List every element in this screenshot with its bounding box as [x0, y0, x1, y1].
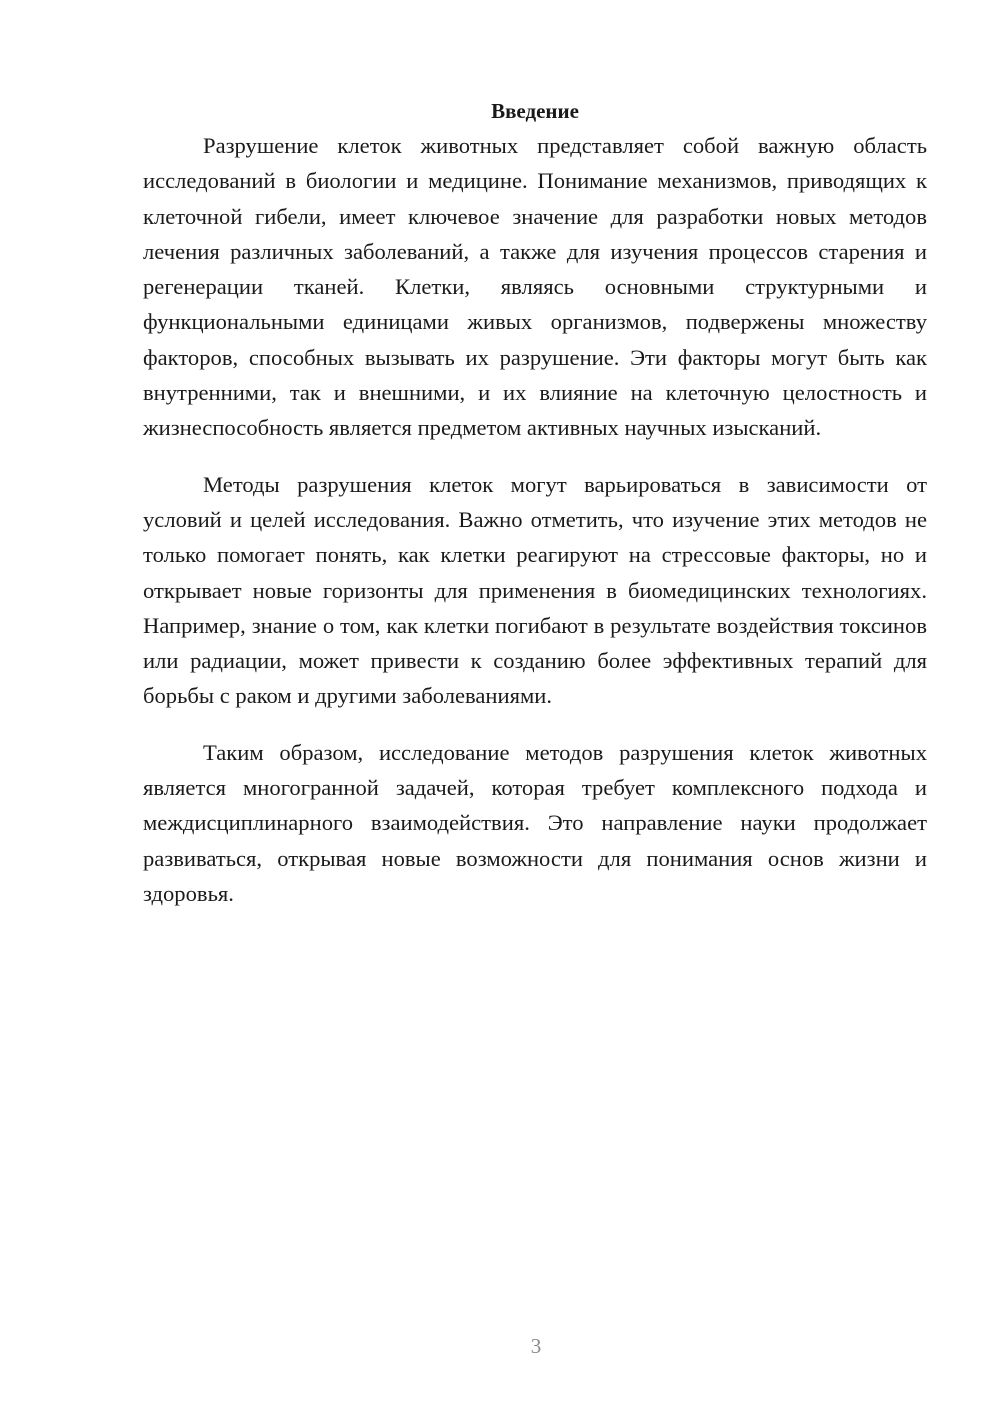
page-number: 3: [530, 1334, 542, 1358]
paragraph-1: Разрушение клеток животных представляет собой важную область исследований в биологии и медицине. Понимание механизмов, приводящих к клеточной гибели, имеет ключевое значение для разработки новых методов лечения различных заболеваний, а также для изучения процессов старения и регенерации тканей. Клетки, являясь основными структурными и функциональными единицами живых организмов, подвержены множеству факторов, способных вызывать их разрушение. Эти факторы могут быть как внутренними, так и внешними, и их влияние на клеточную целостность и жизнеспособность является предметом активных научных изысканий.: [143, 133, 927, 441]
paragraph-3: Таким образом, исследование методов разрушения клеток животных является многогранной задачей, которая требует комплексного подхода и междисциплинарного взаимодействия. Это направление науки продолжает развиваться, открывая новые возможности для понимания основ жизни и здоровья.: [143, 739, 927, 906]
section-heading: Введение: [491, 99, 579, 123]
paragraph-2: Методы разрушения клеток могут варьироваться в зависимости от условий и целей исследования. Важно отметить, что изучение этих методов не только помогает понять, как клетки реагируют на стрессовые факторы, но и открывает новые горизонты для применения в биомедицинских технологиях. Например, знание о том, как клетки погибают в результате воздействия токсинов или радиации, может привести к созданию более эффективных терапий для борьбы с раком и другими заболеваниями.: [143, 471, 927, 709]
document-body: [143, 94, 927, 932]
